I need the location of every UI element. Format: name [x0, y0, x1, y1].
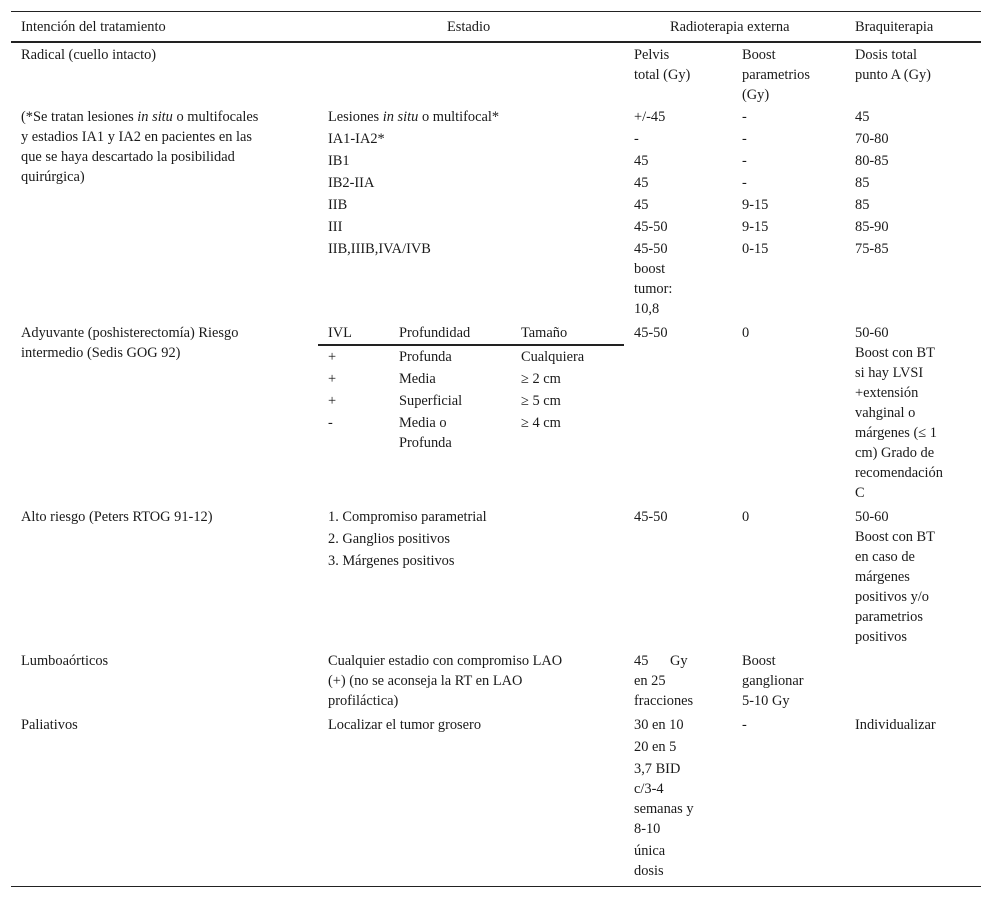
subhead-boost-3: (Gy) — [742, 87, 770, 103]
adjuvant-ivl: - — [328, 415, 333, 431]
adjuvant-brachy: Boost con BT — [855, 345, 935, 361]
adjuvant-intent-2: intermedio (Sedis GOG 92) — [21, 345, 181, 361]
stage-italic: in situ — [382, 109, 419, 125]
radical-pelvis-extra: 10,8 — [634, 301, 660, 317]
radical-pelvis: +/-45 — [634, 109, 666, 125]
lumbo-pelvis-unit: Gy — [670, 653, 688, 669]
adjuvant-ivl: + — [328, 393, 337, 409]
radical-pelvis: 45-50 — [634, 241, 668, 257]
adjuvant-ivl: + — [328, 349, 337, 365]
radical-stage: IB2-IIA — [328, 175, 375, 191]
adjuvant-depth: Superficial — [399, 393, 463, 409]
radical-title: Radical (cuello intacto) — [21, 47, 157, 63]
palliative-pelvis: semanas y — [634, 801, 694, 817]
high-risk-brachy: positivos y/o — [855, 589, 929, 605]
subhead-dose-1: Dosis total — [855, 47, 917, 63]
radical-dose: 85 — [855, 197, 870, 213]
radical-pelvis: 45-50 — [634, 219, 668, 235]
adjuvant-boost: 0 — [742, 325, 750, 341]
adjuvant-depth: Profunda — [399, 349, 452, 365]
palliative-brachy: Individualizar — [855, 717, 936, 733]
adjuvant-size: ≥ 4 cm — [521, 415, 561, 431]
high-risk-brachy: parametrios — [855, 609, 923, 625]
radical-pelvis: 45 — [634, 153, 649, 169]
radical-pelvis-extra: boost — [634, 261, 666, 277]
adjuvant-brachy: márgenes (≤ 1 — [855, 425, 937, 441]
radical-note-text: o multifocales — [172, 109, 259, 125]
lumbo-pelvis: fracciones — [634, 693, 694, 709]
radical-dose: 45 — [855, 109, 870, 125]
adjuvant-brachy: +extensión — [855, 385, 919, 401]
radical-boost: 9-15 — [742, 197, 769, 213]
adjuvant-pelvis: 45-50 — [634, 325, 668, 341]
high-risk-stage: 2. Ganglios positivos — [328, 531, 450, 547]
adjuvant-subheader-depth: Profundidad — [399, 325, 471, 341]
high-risk-brachy: Boost con BT — [855, 529, 935, 545]
radical-pelvis-extra: tumor: — [634, 281, 673, 297]
radical-boost: - — [742, 131, 747, 147]
adjuvant-size: ≥ 5 cm — [521, 393, 561, 409]
radical-note-line-1 — [21, 107, 258, 127]
adjuvant-ivl: + — [328, 371, 337, 387]
subhead-boost-2: parametrios — [742, 67, 810, 83]
lumbo-boost: Boost — [742, 653, 776, 669]
radical-dose: 70-80 — [855, 131, 889, 147]
table-top-rule — [11, 11, 981, 12]
adjuvant-subheader-size: Tamaño — [521, 325, 568, 341]
subhead-dose-2: punto A (Gy) — [855, 67, 931, 83]
adjuvant-subheader-ivl: IVL — [328, 325, 352, 341]
subhead-pelvis-2: total (Gy) — [634, 67, 691, 83]
adjuvant-brachy: recomendación — [855, 465, 943, 481]
high-risk-brachy: 50-60 — [855, 509, 889, 525]
radical-boost: - — [742, 109, 747, 125]
adjuvant-intent-1: Adyuvante (poshisterectomía) Riesgo — [21, 325, 239, 341]
radical-pelvis: 45 — [634, 197, 649, 213]
high-risk-stage: 3. Márgenes positivos — [328, 553, 455, 569]
adjuvant-size: Cualquiera — [521, 349, 585, 365]
radical-note-line-4: quirúrgica) — [21, 169, 85, 185]
palliative-pelvis: 30 en 10 — [634, 717, 684, 733]
palliative-intent: Paliativos — [21, 717, 78, 733]
radical-boost: - — [742, 175, 747, 191]
adjuvant-brachy: 50-60 — [855, 325, 889, 341]
radical-stage: III — [328, 219, 343, 235]
lumbo-stage: profiláctica) — [328, 693, 399, 709]
radical-pelvis: - — [634, 131, 639, 147]
adjuvant-brachy: cm) Grado de — [855, 445, 935, 461]
header-brachy: Braquiterapia — [855, 19, 934, 35]
radical-note-line-2: y estadios IA1 y IA2 en pacientes en las — [21, 129, 252, 145]
high-risk-intent: Alto riesgo (Peters RTOG 91-12) — [21, 509, 213, 525]
radical-dose: 80-85 — [855, 153, 889, 169]
radical-boost: 9-15 — [742, 219, 769, 235]
radical-note-line-3: que se haya descartado la posibilidad — [21, 149, 235, 165]
radical-boost: 0-15 — [742, 241, 769, 257]
subhead-boost-1: Boost — [742, 47, 776, 63]
adjuvant-depth: Profunda — [399, 435, 452, 451]
adjuvant-brachy: C — [855, 485, 865, 501]
radical-stage-0 — [328, 107, 499, 127]
lumbo-stage: Cualquier estadio con compromiso LAO — [328, 653, 563, 669]
adjuvant-brachy: vahginal o — [855, 405, 916, 421]
lumbo-stage: (+) (no se aconseja la RT en LAO — [328, 673, 523, 689]
palliative-pelvis: única — [634, 843, 666, 859]
header-intent: Intención del tratamiento — [21, 19, 166, 35]
header-bottom-rule — [11, 41, 981, 43]
radical-stage: IB1 — [328, 153, 350, 169]
adjuvant-depth: Media o — [399, 415, 447, 431]
high-risk-brachy: positivos — [855, 629, 907, 645]
stage-text: o multifocal* — [418, 109, 500, 125]
adjuvant-depth: Media — [399, 371, 436, 387]
subhead-pelvis-1: Pelvis — [634, 47, 670, 63]
radical-dose: 85-90 — [855, 219, 889, 235]
palliative-stage: Localizar el tumor grosero — [328, 717, 482, 733]
adjuvant-size: ≥ 2 cm — [521, 371, 561, 387]
radical-stage: IA1-IA2* — [328, 131, 385, 147]
table-bottom-rule — [11, 886, 981, 887]
lumbo-boost: 5-10 Gy — [742, 693, 790, 709]
radical-note-italic: in situ — [137, 109, 173, 125]
high-risk-brachy: en caso de — [855, 549, 915, 565]
header-ebrt: Radioterapia externa — [670, 19, 790, 35]
palliative-pelvis: dosis — [634, 863, 664, 879]
high-risk-stage: 1. Compromiso parametrial — [328, 509, 487, 525]
radical-dose: 85 — [855, 175, 870, 191]
palliative-pelvis: 3,7 BID — [634, 761, 681, 777]
palliative-pelvis: c/3-4 — [634, 781, 664, 797]
lumbo-pelvis: en 25 — [634, 673, 666, 689]
high-risk-boost: 0 — [742, 509, 750, 525]
radical-stage: IIB — [328, 197, 348, 213]
radical-pelvis: 45 — [634, 175, 649, 191]
adjuvant-subheader-rule — [318, 344, 624, 346]
lumbo-intent: Lumboaórticos — [21, 653, 109, 669]
radical-stage: IIB,IIIB,IVA/IVB — [328, 241, 431, 257]
radical-boost: - — [742, 153, 747, 169]
high-risk-brachy: márgenes — [855, 569, 910, 585]
radical-dose: 75-85 — [855, 241, 889, 257]
stage-text: Lesiones — [328, 109, 383, 125]
header-stage: Estadio — [447, 19, 491, 35]
palliative-boost: - — [742, 717, 747, 733]
adjuvant-brachy: si hay LVSI — [855, 365, 924, 381]
lumbo-pelvis: 45 — [634, 653, 649, 669]
palliative-pelvis: 20 en 5 — [634, 739, 677, 755]
palliative-pelvis: 8-10 — [634, 821, 661, 837]
lumbo-boost: ganglionar — [742, 673, 804, 689]
high-risk-pelvis: 45-50 — [634, 509, 668, 525]
radical-note-text: (*Se tratan lesiones — [21, 109, 138, 125]
